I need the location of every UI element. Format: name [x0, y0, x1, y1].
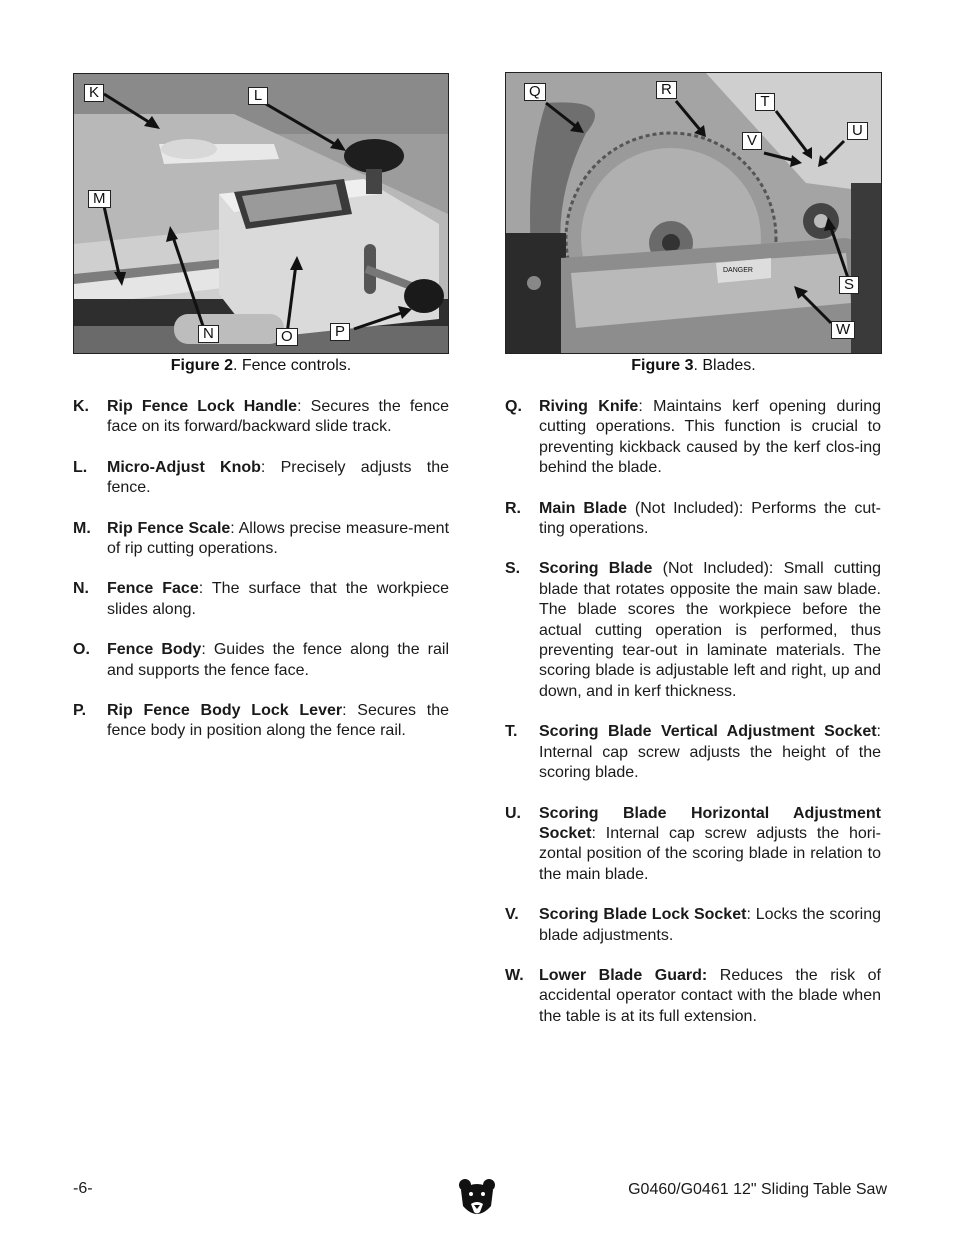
callout-u: U: [847, 122, 868, 140]
callout-w: W: [831, 321, 855, 339]
item-term: Micro-Adjust Knob: [107, 458, 261, 476]
list-item: [505, 722, 881, 783]
callout-v: V: [742, 132, 762, 150]
item-term: Main Blade: [539, 499, 627, 517]
callout-o: O: [276, 328, 298, 346]
item-description: Reduces the risk of accidental operator contact with the blade when the table is at its full extension.: [539, 966, 881, 1025]
footer-model-text: G0460/G0461 12" Sliding Table Saw: [628, 1181, 887, 1198]
right-column-list: [505, 397, 881, 1047]
item-description: (Not Included): Performs the cut-ting operations.: [539, 499, 881, 538]
item-letter: W.: [505, 966, 524, 984]
list-item: [505, 966, 881, 1027]
list-item: [505, 499, 881, 540]
item-description: : The surface that the workpiece slides along.: [107, 580, 449, 618]
list-item: [73, 701, 449, 742]
item-letter: U.: [505, 804, 521, 822]
bear-head-icon: [458, 1178, 496, 1220]
callout-m: M: [88, 190, 111, 208]
callout-n: N: [198, 325, 219, 343]
item-description: : Allows precise measure-ment of rip cutting operations.: [107, 519, 450, 558]
figure-3-caption-text: . Blades.: [693, 357, 756, 374]
page-number: -6-: [73, 1180, 93, 1197]
item-term: Scoring Blade Lock Socket: [539, 906, 747, 924]
item-term: Scoring Blade Horizontal Adjustment Socket: [539, 804, 881, 842]
list-item: [73, 458, 449, 499]
callout-p: P: [330, 323, 350, 341]
list-item: [73, 519, 449, 560]
item-description: : Internal cap screw adjusts the height of the scoring blade.: [539, 723, 881, 782]
item-letter: P.: [73, 702, 87, 720]
figure-3-caption-label: Figure 3: [631, 357, 694, 374]
figure-2-caption-text: . Fence controls.: [232, 357, 352, 374]
item-letter: T.: [505, 723, 518, 741]
list-item: [73, 579, 449, 620]
item-description: : Maintains kerf opening during cutting operations. This function is crucial to preventing kickback caused by the kerf clos-ing behind the blade.: [539, 398, 881, 477]
item-letter: M.: [73, 519, 91, 537]
blades-illustration: [506, 73, 881, 353]
item-letter: V.: [505, 906, 519, 924]
list-item: [505, 559, 881, 702]
item-description: (Not Included): Small cutting blade that rotates opposite the main saw blade. The blade scores the workpiece before the actual cutting operation is performed, thus preventing tear-out in laminate materials. The scoring blade is adjustable left and right, up and down, and in kerf thickness.: [539, 560, 882, 700]
item-description: : Guides the fence along the rail and supports the fence face.: [107, 641, 450, 679]
figure-2-caption-label: Figure 2: [170, 357, 233, 374]
item-letter: R.: [505, 499, 521, 517]
item-letter: L.: [73, 458, 88, 476]
item-description: : Secures the fence body in position along the fence rail.: [107, 702, 449, 740]
item-term: Scoring Blade: [539, 560, 653, 578]
list-item: [73, 397, 449, 438]
list-item: [505, 905, 881, 946]
item-letter: O.: [73, 641, 90, 659]
figure-2-photo: [73, 73, 449, 354]
figure-3-photo: [505, 72, 882, 354]
callout-s: S: [839, 276, 859, 294]
callout-l: L: [248, 87, 268, 105]
item-letter: Q.: [505, 398, 522, 415]
callout-r: R: [656, 81, 677, 99]
item-description: : Locks the scoring blade adjustments.: [539, 906, 881, 944]
callout-q: Q: [524, 83, 546, 101]
item-term: Riving Knife: [539, 398, 639, 415]
item-letter: K.: [73, 398, 89, 415]
item-description: : Secures the fence face on its forward/backward slide track.: [107, 398, 450, 436]
item-term: Scoring Blade Vertical Adjustment Socket: [539, 723, 877, 741]
item-term: Fence Body: [107, 641, 202, 659]
item-term: Fence Face: [107, 580, 199, 598]
figure-2-caption: [73, 357, 449, 375]
list-item: [505, 397, 881, 479]
item-letter: N.: [73, 580, 89, 598]
figure-3-caption: [505, 357, 882, 375]
item-term: Rip Fence Scale: [107, 519, 231, 537]
item-description: : Internal cap screw adjusts the hori-zontal position of the scoring blade in relation to the main blade.: [539, 824, 881, 883]
danger-decal-text: DANGER: [723, 267, 753, 274]
item-letter: S.: [505, 560, 521, 578]
callout-k: K: [84, 84, 104, 102]
left-column-list: [73, 397, 449, 762]
callout-t: T: [755, 93, 775, 111]
item-term: Rip Fence Body Lock Lever: [107, 702, 343, 720]
list-item: [505, 804, 881, 886]
item-term: Lower Blade Guard:: [539, 966, 708, 984]
fence-controls-illustration: [74, 74, 448, 353]
list-item: [73, 640, 449, 681]
item-term: Rip Fence Lock Handle: [107, 398, 298, 415]
item-description: : Precisely adjusts the fence.: [107, 458, 450, 497]
